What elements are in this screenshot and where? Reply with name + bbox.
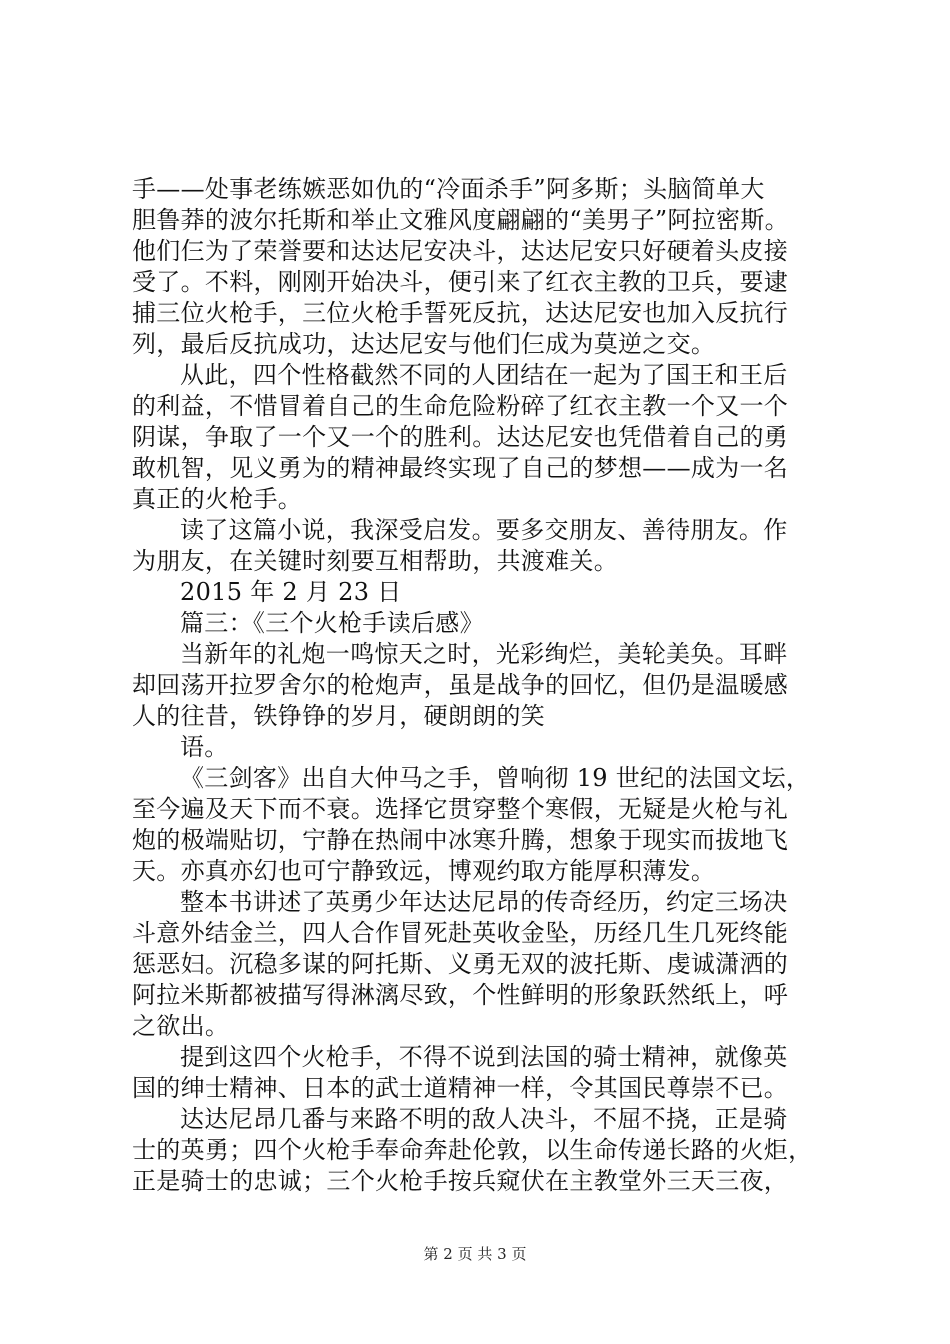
text-line: 阿拉米斯都被描写得淋漓尽致，个性鲜明的形象跃然纸上，呼 xyxy=(132,981,789,1009)
text-line: 真正的火枪手。 xyxy=(132,485,303,513)
text-line: 胆鲁莽的波尔托斯和举止文雅风度翩翩的“美男子”阿拉密斯。 xyxy=(132,206,789,234)
text-line: 读了这篇小说，我深受启发。要多交朋友、善待朋友。作 xyxy=(180,516,788,544)
text-line: 手——处事老练嫉恶如仇的“冷面杀手”阿多斯；头脑简单大 xyxy=(132,175,765,203)
text-line: 达达尼昂几番与来路不明的敌人决斗，不屈不挠，正是骑 xyxy=(180,1105,788,1133)
text-line: 篇三：《三个火枪手读后感》 xyxy=(180,609,484,637)
text-line: 天。亦真亦幻也可宁静致远，博观约取方能厚积薄发。 xyxy=(132,857,716,885)
text-line: 士的英勇；四个火枪手奉命奔赴伦敦，以生命传递长路的火炬， xyxy=(132,1136,813,1164)
page-footer: 第 2 页 共 3 页 xyxy=(423,1245,527,1263)
text-line: 炮的极端贴切，宁静在热闹中冰寒升腾，想象于现实而拔地飞 xyxy=(132,826,789,854)
text-line: 斗意外结金兰，四人合作冒死赴英收金坠，历经几生几死终能 xyxy=(132,919,789,947)
text-line: 阴谋，争取了一个又一个的胜利。达达尼安也凭借着自己的勇 xyxy=(132,423,789,451)
text-line: 之欲出。 xyxy=(132,1012,230,1040)
text-line: 敢机智，见义勇为的精神最终实现了自己的梦想——成为一名 xyxy=(132,454,789,482)
text-line: 受了。不料，刚刚开始决斗，便引来了红衣主教的卫兵，要逮 xyxy=(132,268,789,296)
text-line: 整本书讲述了英勇少年达达尼昂的传奇经历，约定三场决 xyxy=(180,888,788,916)
text-line: 《三剑客》出自大仲马之手，曾响彻 19 世纪的法国文坛， xyxy=(180,764,811,792)
text-line: 当新年的礼炮一鸣惊天之时，光彩绚烂，美轮美奂。耳畔 xyxy=(180,640,788,668)
text-line: 至今遍及天下而不衰。选择它贯穿整个寒假，无疑是火枪与礼 xyxy=(132,795,789,823)
document-body xyxy=(132,174,832,1197)
text-line: 正是骑士的忠诚；三个火枪手按兵窥伏在主教堂外三天三夜， xyxy=(132,1167,789,1195)
text-line: 从此，四个性格截然不同的人团结在一起为了国王和王后 xyxy=(180,361,788,389)
text-line: 却回荡开拉罗舍尔的枪炮声，虽是战争的回忆，但仍是温暖感 xyxy=(132,671,789,699)
text-line: 列，最后反抗成功，达达尼安与他们仨成为莫逆之交。 xyxy=(132,330,716,358)
text-line: 提到这四个火枪手，不得不说到法国的骑士精神，就像英 xyxy=(180,1043,788,1071)
text-line: 人的往昔，铁铮铮的岁月，硬朗朗的笑 xyxy=(132,702,546,730)
text-line: 捕三位火枪手，三位火枪手誓死反抗，达达尼安也加入反抗行 xyxy=(132,299,789,327)
text-line: 2015 年 2 月 23 日 xyxy=(180,578,402,606)
text-line: 的利益，不惜冒着自己的生命危险粉碎了红衣主教一个又一个 xyxy=(132,392,789,420)
text-line: 国的绅士精神、日本的武士道精神一样，令其国民尊崇不已。 xyxy=(132,1074,789,1102)
text-line: 为朋友，在关键时刻要互相帮助，共渡难关。 xyxy=(132,547,618,575)
text-line: 语。 xyxy=(180,733,229,761)
text-line: 他们仨为了荣誉要和达达尼安决斗，达达尼安只好硬着头皮接 xyxy=(132,237,789,265)
text-line: 惩恶妇。沉稳多谋的阿托斯、义勇无双的波托斯、虔诚潇洒的 xyxy=(132,950,789,978)
